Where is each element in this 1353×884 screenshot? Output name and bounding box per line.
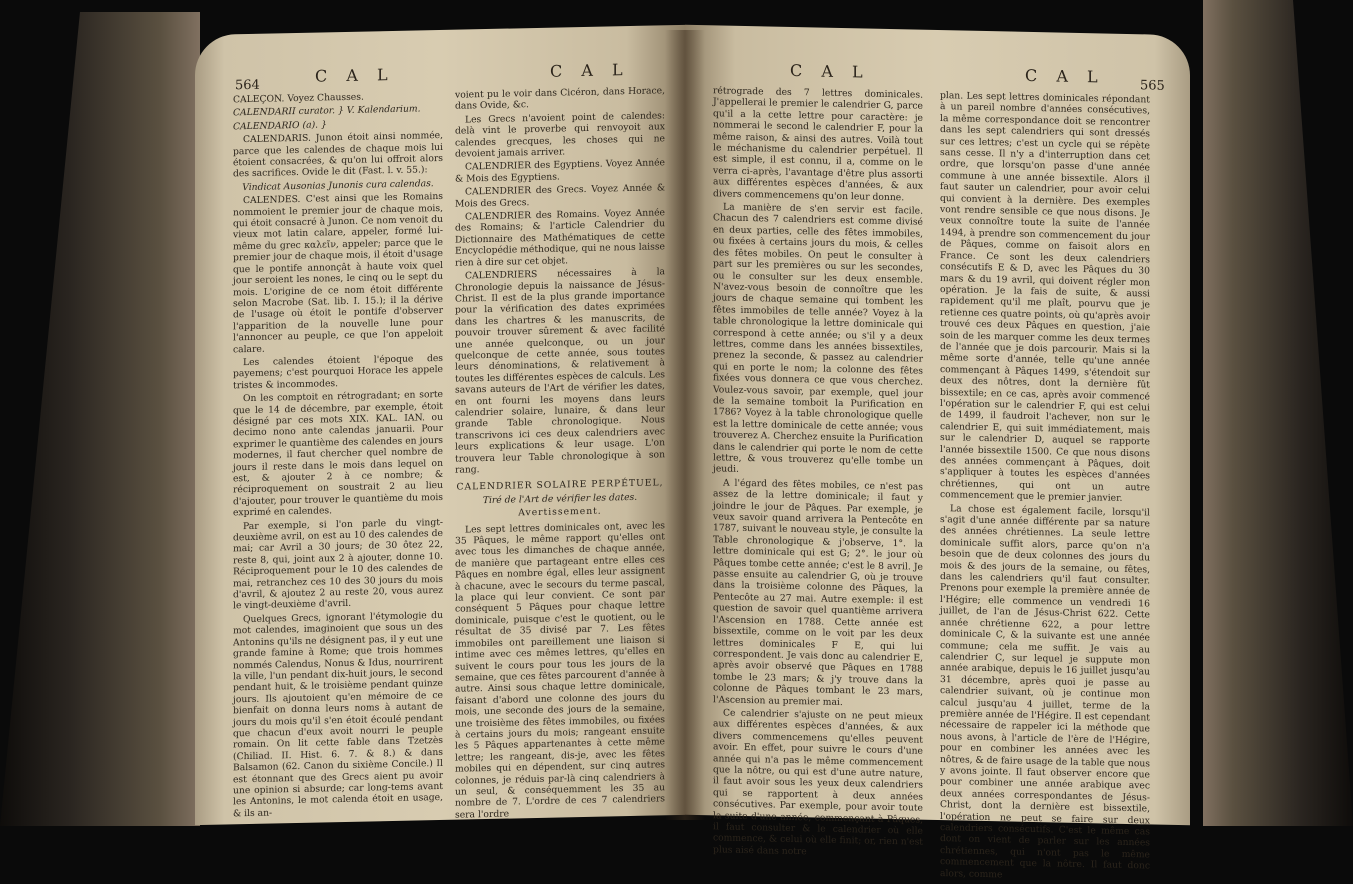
left-page xyxy=(195,25,685,825)
entry-calendrier-egyptiens: CALENDRIER des Egyptiens. Voyez Année & Mois des Egyptiens. xyxy=(455,157,665,185)
running-header-left-2: C A L xyxy=(550,60,630,81)
entry-calendarii: CALENDARII curator. } V. Kalendarium. xyxy=(233,103,421,119)
entry-calendes: CALENDES. C'est ainsi que les Romains nommoient le premier jour de chaque mois, qui étoit consacré à Junon. Ce nom venoit du vieux mot latin calare, appeler, formé lui-même du grec καλεῖν, appeler; parce que le premier jour de chaque mois, il étoit d'usage que le pontife annonçât à haute voix quel jour seroient les nones, le cinq ou le sept du mois. L'origine de ce nom étoit différente selon Macrobe (Sat. lib. I. 15.); il la dérive de l'usage où étoit le pontife d'observer l'apparition de la nouvelle lune pour l'annoncer au peuple, ce que l'on appeloit calare. xyxy=(233,191,443,355)
paragraph-payemens: Les calendes étoient l'époque des payemens; c'est pourquoi Horace les appele tristes & incommodes. xyxy=(233,352,443,392)
right-page xyxy=(685,25,1190,880)
entry-calendriers-chronologie: CALENDRIERS nécessaires à la Chronologie depuis la naissance de Jésus-Christ. Il est de la plus grande importance pour la vérification des dates exprimées dans les chartres & les manuscrits, de pouvoir trouver sûrement & avec facilité une année quelconque, ou un jour quelconque de cette année, sous toutes leurs dénominations, & relativement à toutes les différentes espèces de calculs. Les savans auteurs de l'Art de vérifier les dates, en ont fourni les moyens dans leurs calendrier solaire, lunaire, & dans leur grande Table chronologique. Nous transcrivons ici ces deux calendriers avec leurs explications & leur usage. L'on trouvera leur Table chronologique à son rang. xyxy=(455,266,665,476)
page-number-right: 565 xyxy=(1140,78,1165,94)
paragraph-maniere: La manière de s'en servir est facile. Chacun des 7 calendriers est comme divisé en deux parties, celle des fêtes immobiles, ou fixées à certains jours du mois, & celles des fêtes mobiles. On peut le consulter à part sur les premières ou sur les secondes, ou le consulter sur les deux ensemble. N'avez-vous besoin de connoître que les jours de chaque semaine qui tombent les fêtes immobiles de telle année? Voyez à la table chronologique la lettre dominicale qui correspond à cette année; ou s'il y a deux lettres, comme dans les années bissextiles, prenez la seconde, & passez au calendrier qui en porte le nom; la colonne des fêtes fixées vous donnera ce que vous cherchez. Voulez-vous savoir, par exemple, quel jour de la semaine tomboit la Purification en 1786? Voyez à la table chronologique quelle est la lettre dominicale de cette année; vous trouverez A. Cherchez ensuite la Purification dans le calendrier qui porte le nom de cette lettre, & vous trouverez qu'elle tombe un jeudi. xyxy=(713,201,923,476)
left-page-column-2 xyxy=(455,85,665,821)
running-header-right-2: C A L xyxy=(1025,65,1105,87)
running-header-right-1: C A L xyxy=(790,60,870,82)
section-avertissement: Avertissement. xyxy=(518,505,602,519)
entry-calendrier-grecs: CALENDRIER des Grecs. Voyez Année & Mois des Grecs. xyxy=(455,182,665,210)
right-page-column-2 xyxy=(940,90,1150,880)
paragraph-lettres-dominicales: Les sept lettres dominicales ont, avec les 35 Pâques, le même rapport qu'elles ont avec tous les dimanches de chaque année, de manière que partageant entre elles ces Pâques en nombre égal, elles leur assignent à chacune, avec le secours du terme pascal, la place qui leur convient. Ce sont par conséquent 5 Pâques pour chaque lettre dominicale, puisque c'est le quotient, ou le résultat de 35 divisé par 7. Les fêtes immobiles ont pareillement une liaison si intime avec ces mêmes lettres, qu'elles en suivent le cours pour tous les jours de la semaine, que ces fêtes parcourent d'année à autre. Ainsi sous chaque lettre dominicale, faisant d'abord une colonne des jours du mois, une seconde des jours de la semaine, une troisième des fêtes immobiles, ou fixées à certains jours du mois; rangeant ensuite les 5 Pâques appartenantes à cette même lettre; les rangeant, dis-je, avec les fêtes mobiles qui en dépendent, sur cinq autres colonnes, je réduis par-là cinq calendriers à un seul, & conséquemment les 35 au nombre de 7. L'ordre de ces 7 calendriers sera l'ordre xyxy=(455,519,665,821)
left-page-column-1 xyxy=(233,90,443,820)
paragraph-retrograde: On les comptoit en rétrogradant; en sorte que le 14 de décembre, par exemple, étoit désigné par ces mots XIX. KAL. IAN. ou decimo nono ante calendas januarii. Pour exprimer le quantième des calendes en jours modernes, il faut chercher quel nombre de jours il reste dans le mois dans lequel on est, & ajouter 2 à ce nombre; & réciproquement on soustrait 2 au lieu d'ajouter, pour trouver le quantième du mois exprimé en calendes. xyxy=(233,389,443,519)
entry-calendrier-romains: CALENDRIER des Romains. Voyez Année des Romains; & l'article Calendrier du Dictionnaire des Mathématiques de cette Encyclopédie méthodique, qui ne nous laisse rien à dire sur cet objet. xyxy=(455,207,665,269)
paragraph-hegire: La chose est également facile, lorsqu'il s'agit d'une année différente par sa nature des années chrétiennes. La seule lettre dominicale suffit alors, parce qu'on n'a besoin que de deux colonnes des jours du mois & des jours de la semaine, ou fêtes, dans les calendriers qu'il faut consulter. Prenons pour exemple la première année de l'Hégire; elle commence un vendredi 16 juillet, de l'an de Jésus-Christ 622. Cette année chrétienne 622, a pour lettre dominicale C, & la suivante est une année commune; cela me suffit. Je vais au calendrier C, sur lequel je suppute mon année arabique, depuis le 16 juillet jusqu'au 31 décembre, après quoi je passe au calendrier suivant, où je continue mon calcul jusqu'au 4 juillet, terme de la première année de l'Hégire. Il est cependant nécessaire de rappeler ici la méthode que nous avons, à l'article de l'ère de l'Hégire, pour en combiner les années avec les nôtres, & de faire usage de la table que nous y avons jointe. Il faut observer encore que pour combiner une année arabique avec deux années correspondantes de Jésus-Christ, dont la dernière est bissextile, l'opération ne peut se faire sur deux calendriers consécutifs. C'est le même cas dont on vient de parler sur les années chrétiennes, qui n'ont pas le même commencement que la nôtre. Il faut donc alors, comme xyxy=(940,502,1150,880)
entry-calendaris: CALENDARIS. Junon étoit ainsi nommée, parce que les calendes de chaque mois lui étoient consacrées, & qu'on lui offroit alors des sacrifices. Ovide le dit (Fast. l. v. 55.): xyxy=(233,130,443,180)
entry-calecon: CALEÇON. Voyez Chausses. xyxy=(233,91,364,106)
book-gutter xyxy=(665,30,705,820)
paragraph-plan: plan. Les sept lettres dominicales répondant à un pareil nombre d'années consécutives, la même correspondance doit se rencontrer dans les sept calendriers qui sont dressés sur ces lettres; c'est un cycle qui se répète sans cesse. Il n'y a d'interruption dans cet ordre, que lorsqu'on passe d'une année commune à une année bissextile. Alors il faut sauter un calendrier, pour avoir celui qui convient à la dernière. Des exemples vont rendre sensible ce que nous disons. Je veux connoître toute la suite de l'année 1494, à prendre son commencement du jour de Pâques, comme on faisoit alors en France. Ce sont les deux calendriers consécutifs E & D, avec les Pâques du 30 mars & du 19 avril, qui doivent régler mon opération. Je la fais de suite, & aussi rapidement qu'il me plaît, pourvu que je retienne ces quatre points, où qu'après avoir trouvé ces deux Pâques en question, j'aie soin de les marquer comme les deux termes de l'année que je dois parcourir. Mais si la même sorte d'année, telle qu'une année commençant à Pâques 1499, s'étendoit sur deux des nôtres, dont la dernière fût bissextile; en ce cas, après avoir commencé l'opération sur le calendrier F, qui est celui de 1499, il faudroit l'achever, non sur le calendrier E, qui suit immédiatement, mais sur le calendrier D, auquel se rapporte l'année bissextile 1500. Ce que nous disons des années commençant à Pâques, doit s'appliquer à toutes les espèces d'années chrétiennes, qui ont un autre commencement que le premier janvier. xyxy=(940,90,1150,505)
paragraph-calendes-grecques: Les Grecs n'avoient point de calendes: delà vint le proverbe qui renvoyoit aux calendes grecques, les choses qui ne devoient jamais arriver. xyxy=(455,110,665,160)
paragraph-retrograde-lettres: rétrograde des 7 lettres dominicales. J'appellerai le premier le calendrier G, parce qu'il a la cette lettre pour caractère: je nommerai le second le calendrier F, pour la même raison, & ainsi des autres. Voilà tout le méchanisme du calendrier perpétuel. Il est simple, il est connu, il a, comme on le verra ci-après, l'avantage d'être plus assorti aux différentes espèces d'années, & aux divers commencemens qu'on leur donne. xyxy=(713,85,923,203)
paragraph-ajuste: Ce calendrier s'ajuste on ne peut mieux aux différentes espèces d'années, & aux divers commencemens qu'elles peuvent avoir. En effet, pour suivre le cours d'une année qui n'a pas le même commencement que la nôtre, ou qui est d'une autre nature, il faut avoir sous les yeux deux calendriers qui se rapportent à deux années consécutives. Par exemple, pour avoir toute la suite d'une année, commençant à Pâques, il faut consulter & le calendrier où elle commence, & celui où elle finit; or, rien n'est plus aisé dans notre xyxy=(713,707,923,858)
right-cover-edge xyxy=(1203,0,1353,826)
section-title-calendrier-solaire: CALENDRIER SOLAIRE PERPÉTUEL, xyxy=(456,477,664,494)
quotation-ovid: Vindicat Ausonias Junonis cura calendas. xyxy=(242,177,434,193)
running-header-left-1: C A L xyxy=(315,64,395,86)
page-number-left: 564 xyxy=(235,77,260,94)
left-cover-edge xyxy=(0,12,200,826)
paragraph-fetes-mobiles: A l'égard des fêtes mobiles, ce n'est pas assez de la lettre dominicale; il faut y joindre le jour de Pâques. Par exemple, je veux savoir quand arrivera la Pentecôte en 1787, suivant le nouveau style, je consulte la Table chronologique & j'observe, 1°. la lettre dominicale qui est G; 2°. le jour où Pâques tombe cette année; c'est le 8 avril. Je passe ensuite au calendrier G, où je trouve dans la troisième colonne des Pâques, la Pentecôte au 27 mai. Autre exemple: il est question de savoir quel quantième arrivera l'Ascension en 1788. Cette année est bissextile, comme on le voit par les deux lettres dominicales F E, qui lui correspondent. Je vais donc au calendrier E, après avoir observé que Pâques en 1788 tombe le 23 mars; & j'y trouve dans la colonne de Pâques tombant le 23 mars, l'Ascension au premier mai. xyxy=(713,477,923,708)
right-page-column-1 xyxy=(713,85,923,858)
paragraph-grecs: Quelques Grecs, ignorant l'étymologie du mot calendes, imaginoient que sous un des Antonins qu'ils ne désignent pas, il y eut une grande famine à Rome; que trois hommes nommés Calendus, Nonus & Idus, nourrirent la ville, l'un pendant dix-huit jours, le second pendant huit, & le troisième pendant quinze jours. Ils ajoutoient qu'en mémoire de ce bienfait on donna leurs noms à autant de jours du mois qu'il s'en étoit écoulé pendant que chacun d'eux avoit nourri le peuple romain. On lit cette fable dans Tzetzès (Chiliad. II. Hist. 6. 7. & 8.) & dans Balsamon (62. Canon du sixième Concile.) Il est étonnant que des Grecs aient pu avoir une opinion si absurde; car long-tems avant les Antonins, le mot calenda étoit en usage, & ils an- xyxy=(233,609,443,820)
paragraph-ciceron: voient pu le voir dans Cicéron, dans Horace, dans Ovide, &c. xyxy=(455,85,665,113)
entry-calendario: CALENDARIO (a). } xyxy=(233,119,327,133)
paragraph-example: Par exemple, si l'on parle du vingt-deuxième avril, on est au 10 des calendes de mai; car Avril a 30 jours; de 30 ôtez 22, reste 8, qui, joint aux 2 à ajouter, donne 10. Réciproquement pour le 10 des calendes de mai, retranchez ces 10 des 30 jours du mois d'avril, & ajoutez 2 au reste 20, vous aurez le vingt-deuxième d'avril. xyxy=(233,516,443,612)
section-subtitle: Tiré de l'Art de vérifier les dates. xyxy=(482,491,638,506)
